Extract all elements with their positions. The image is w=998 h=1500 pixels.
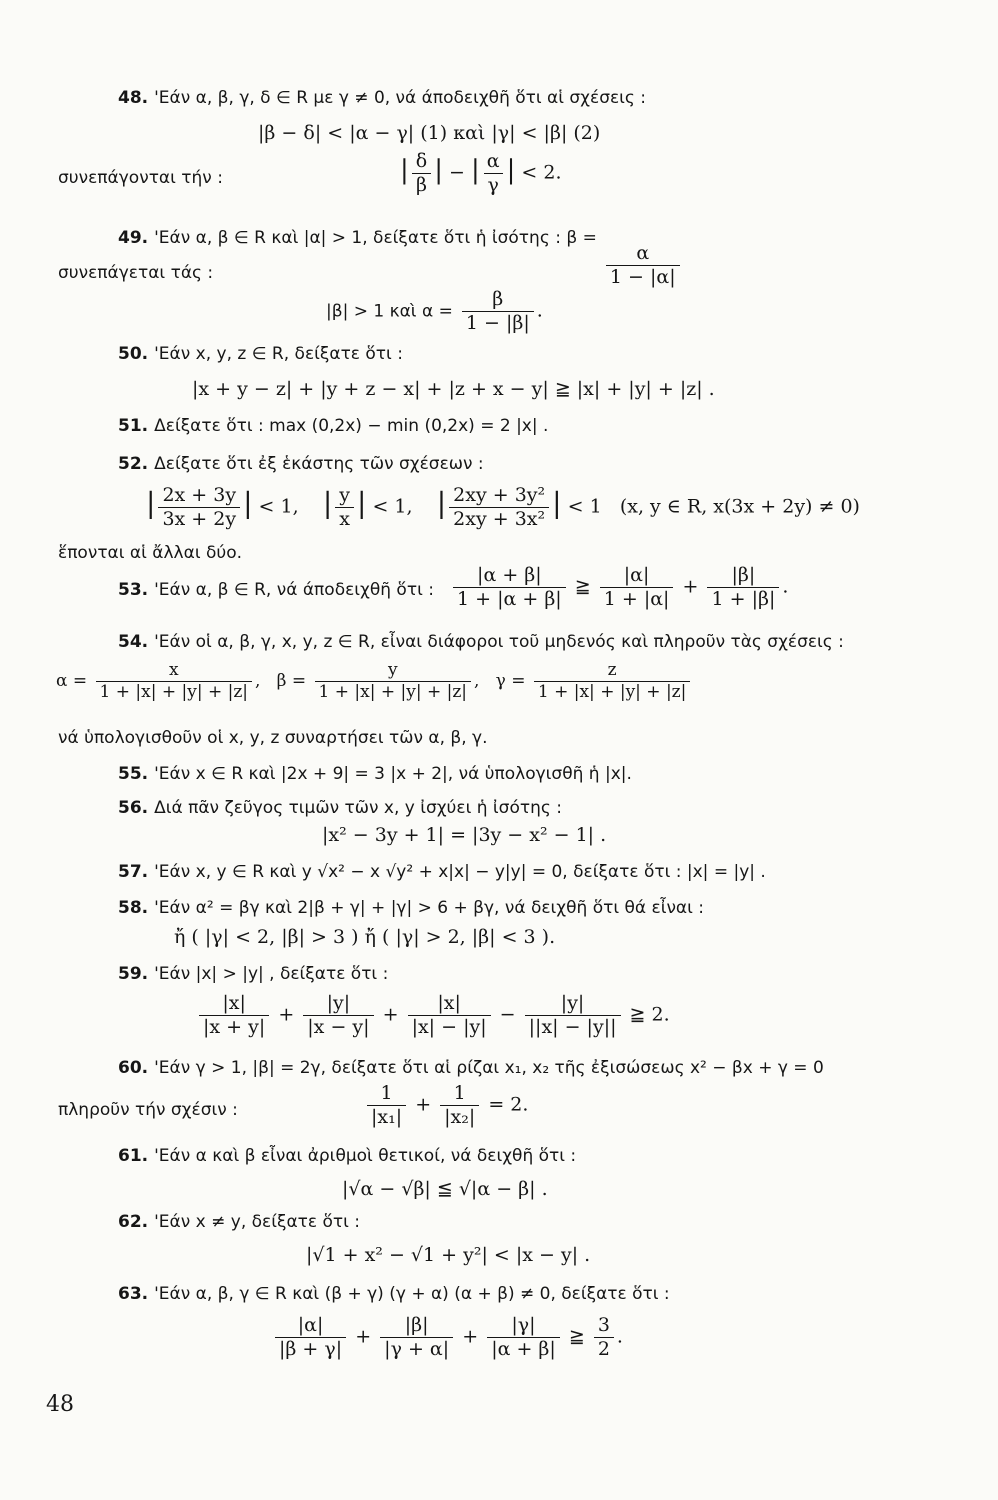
problem-number: 53.: [118, 580, 149, 600]
tail: = 2.: [488, 1093, 529, 1116]
problem-text: Διά πᾶν ζεῦγος τιμῶν τῶν x, y ἰσχύει ἡ ἰσότης :: [154, 798, 562, 818]
problem-text: Δείξατε ὅτι : max (0,2x) − min (0,2x) = 2 |x| .: [154, 416, 549, 436]
problem-text: 'Εάν x, y, z ∈ R, δείξατε ὅτι :: [154, 344, 403, 364]
frac-num: α: [636, 242, 650, 264]
frac-den: |x − y|: [303, 1015, 373, 1037]
problem-number: 56.: [118, 798, 149, 818]
frac-num: 1: [380, 1082, 393, 1104]
frac-den: |x| − |y|: [408, 1015, 491, 1037]
formula-60: [364, 1084, 528, 1127]
formula-50: |x + y − z| + |y + z − x| + |z + x − y| ≧ |x| + |y| + |z| .: [192, 378, 715, 400]
frac-num: x: [168, 660, 179, 680]
problem-number: 59.: [118, 964, 149, 984]
page-number: 48: [46, 1392, 74, 1417]
plus-sign: +: [382, 1003, 399, 1026]
relations-48: |β − δ| < |α − γ| (1) καὶ |γ| < |β| (2): [258, 122, 601, 144]
frac-den: 1 + |x| + |y| + |z|: [96, 681, 252, 701]
frac-num: 2xy + 3y²: [453, 484, 546, 506]
problem-59: [118, 964, 388, 983]
frac-den: 1 + |α + β|: [453, 587, 566, 609]
problem-number: 51.: [118, 416, 149, 436]
problem-56: [118, 798, 562, 817]
frac-den: 2: [594, 1337, 614, 1359]
plus-sign: +: [355, 1325, 372, 1348]
follow-52: ἕπονται αἱ ἄλλαι δύο.: [58, 543, 243, 563]
lead-48: συνεπάγονται τήν :: [58, 168, 223, 188]
formula-49: [326, 290, 543, 333]
frac-den: 1 + |x| + |y| + |z|: [315, 681, 471, 701]
follow-54: νά ὑπολογισθοῦν οἱ x, y, z συναρτήσει τῶν α, β, γ.: [58, 728, 488, 748]
frac-num: |y|: [326, 992, 351, 1014]
frac-num: |γ|: [511, 1314, 536, 1336]
frac-den: |x + y|: [199, 1015, 269, 1037]
frac-den: 1 + |x| + |y| + |z|: [534, 681, 690, 701]
problem-60: [118, 1058, 824, 1077]
problem-number: 58.: [118, 898, 149, 918]
problem-text: Δείξατε ὅτι ἐξ ἑκάστης τῶν σχέσεων :: [154, 454, 484, 474]
tail: .: [536, 299, 543, 322]
frac-den: 3x + 2y: [158, 507, 240, 529]
lead-60: πληροῦν τήν σχέσιν :: [58, 1100, 238, 1120]
lead-49: συνεπάγεται τάς :: [58, 263, 214, 283]
tail: ≧ 2.: [629, 1003, 670, 1026]
frac-num: 1: [453, 1082, 466, 1104]
beta-eq: β =: [276, 671, 307, 691]
problem-number: 57.: [118, 862, 149, 882]
problem-number: 55.: [118, 764, 149, 784]
geq-sign: ≧: [568, 1325, 585, 1348]
problem-61: [118, 1146, 576, 1165]
problem-62: [118, 1212, 360, 1231]
frac-den: |γ + α|: [380, 1337, 453, 1359]
problem-number: 60.: [118, 1058, 149, 1078]
frac-num: y: [339, 484, 350, 506]
problem-text: 'Εάν α καὶ β εἶναι ἀριθμοὶ θετικοί, νά δειχθῆ ὅτι :: [154, 1146, 577, 1166]
frac-num: |α|: [623, 564, 650, 586]
frac-den: 1 − |α|: [606, 265, 680, 287]
frac-den: 2xy + 3x²: [449, 507, 549, 529]
frac-den: 1 + |α|: [600, 587, 674, 609]
formula-54: α = $\frac{x}{1 + |x| + |y| + |z|}$ , β = $\frac{y}{1 + |x| + |y| + |z|}$ , γ = $\frac{z}{1 + |x| + |y| + |z|}$: [56, 662, 693, 701]
problem-number: 48.: [118, 88, 149, 108]
frac-num: |x|: [437, 992, 461, 1014]
frac-num: |β|: [731, 564, 756, 586]
problem-number: 63.: [118, 1284, 149, 1304]
problem-text: 'Εάν x ≠ y, δείξατε ὅτι :: [154, 1212, 361, 1232]
problem-number: 62.: [118, 1212, 149, 1232]
problem-number: 54.: [118, 632, 149, 652]
problem-text: 'Εάν οἱ α, β, γ, x, y, z ∈ R, εἶναι διάφοροι τοῦ μηδενός καὶ πληροῦν τὰς σχέσεις :: [154, 632, 844, 652]
plus-sign: +: [462, 1325, 479, 1348]
problem-number: 50.: [118, 344, 149, 364]
formula-48: | $\frac{\delta}{\beta}$ | − | $\frac{\alpha}{\gamma}$ | < 2.: [400, 150, 562, 196]
frac-num: z: [607, 660, 617, 680]
formula-52: | $\frac{2x + 3y}{3x + 2y}$ | < 1, | $\frac{y}{x}$ | < 1, | $\frac{\text{2xy + 3y²}}{\text{2xy + 3x²}}$ | < 1 (x, y ∈ R, x(3x + 2y) ≠ 0): [146, 484, 860, 530]
gamma-eq: γ =: [495, 671, 526, 691]
problem-48: [118, 88, 646, 107]
relation: |β| > 1 καὶ α =: [326, 301, 453, 322]
problem-text: 'Εάν α, β ∈ R καὶ |α| > 1, δείξατε ὅτι ἡ ἰσότης : β =: [154, 228, 597, 248]
problem-text: 'Εάν α² = βγ καὶ 2|β + γ| + |γ| > 6 + βγ, νά δειχθῆ ὅτι θά εἶναι :: [154, 898, 705, 918]
inequality: < 1,: [258, 495, 299, 518]
frac-den: γ: [484, 173, 503, 195]
frac-den: |x₁|: [367, 1105, 406, 1127]
problem-text: 'Εάν x ∈ R καὶ |2x + 9| = 3 |x + 2|, νά ὑπολογισθῆ ἡ |x|.: [154, 764, 632, 784]
dot: .: [616, 1325, 623, 1348]
frac-num: 2x + 3y: [162, 484, 237, 506]
condition: (x, y ∈ R, x(3x + 2y) ≠ 0): [619, 495, 860, 518]
problem-number: 52.: [118, 454, 149, 474]
formula-59: [196, 994, 670, 1037]
inequality: < 1: [567, 495, 602, 518]
dot: .: [782, 575, 789, 598]
minus-sign: −: [499, 1003, 516, 1026]
alpha-eq: α =: [56, 671, 88, 691]
problem-text: 'Εάν x, y ∈ R καὶ y √x² − x √y² + x|x| − y|y| = 0, δείξατε ὅτι : |x| = |y| .: [154, 862, 766, 882]
geq-sign: ≧: [574, 575, 591, 598]
frac-den: |β + γ|: [275, 1337, 346, 1359]
problem-text: 'Εάν γ > 1, |β| = 2γ, δείξατε ὅτι αἱ ρίζαι x₁, x₂ τῆς ἐξισώσεως x² − βx + γ = 0: [154, 1058, 824, 1078]
problem-text: 'Εάν α, β ∈ R, νά άποδειχθῆ ὅτι :: [154, 580, 434, 600]
frac-num: 3: [597, 1314, 610, 1336]
formula-61: |√α − √β| ≦ √|α − β| .: [342, 1178, 548, 1200]
frac-num: |α + β|: [477, 564, 542, 586]
tail: < 2.: [521, 161, 562, 184]
formula-53: [450, 566, 788, 609]
frac-num: y: [387, 660, 398, 680]
frac-num: α: [486, 150, 500, 172]
minus-sign: −: [449, 161, 465, 184]
problem-text: 'Εάν |x| > |y| , δείξατε ὅτι :: [154, 964, 389, 984]
problem-text: 'Εάν α, β, γ, δ ∈ R με γ ≠ 0, νά άποδειχθῆ ὅτι αἱ σχέσεις :: [154, 88, 647, 108]
frac-den: |α + β|: [487, 1337, 560, 1359]
problem-51: [118, 416, 548, 435]
problem-text: 'Εάν α, β, γ ∈ R καὶ (β + γ) (γ + α) (α + β) ≠ 0, δείξατε ὅτι :: [154, 1284, 670, 1304]
frac-num: |β|: [404, 1314, 429, 1336]
frac-num: |y|: [560, 992, 585, 1014]
problem-53: [118, 580, 434, 599]
formula-58: ἤ ( |γ| < 2, |β| > 3 ) ἤ ( |γ| > 2, |β| < 3 ).: [174, 926, 556, 948]
problem-63: [118, 1284, 670, 1303]
problem-58: [118, 898, 704, 917]
problem-55: [118, 764, 632, 783]
problem-number: 61.: [118, 1146, 149, 1166]
frac-den: x: [335, 507, 354, 529]
frac-den: 1 + |β|: [707, 587, 779, 609]
inequality: < 1,: [372, 495, 413, 518]
frac-den: ||x| − |y||: [525, 1015, 621, 1037]
problem-52: [118, 454, 484, 473]
problem-number: 49.: [118, 228, 149, 248]
formula-56: |x² − 3y + 1| = |3y − x² − 1| .: [322, 824, 607, 846]
plus-sign: +: [278, 1003, 295, 1026]
plus-sign: +: [415, 1093, 432, 1116]
frac-den: 1 − |β|: [462, 311, 534, 333]
formula-62: |√1 + x² − √1 + y²| < |x − y| .: [306, 1244, 591, 1266]
frac-den: |x₂|: [440, 1105, 479, 1127]
problem-50: [118, 344, 403, 363]
frac-num: |α|: [297, 1314, 324, 1336]
plus-sign: +: [682, 575, 699, 598]
formula-63: [272, 1316, 623, 1359]
frac-num: δ: [415, 150, 428, 172]
frac-num: |x|: [222, 992, 246, 1014]
frac-den: β: [412, 173, 431, 195]
problem-57: [118, 862, 766, 881]
problem-54: [118, 632, 844, 651]
frac-num: β: [492, 288, 504, 310]
